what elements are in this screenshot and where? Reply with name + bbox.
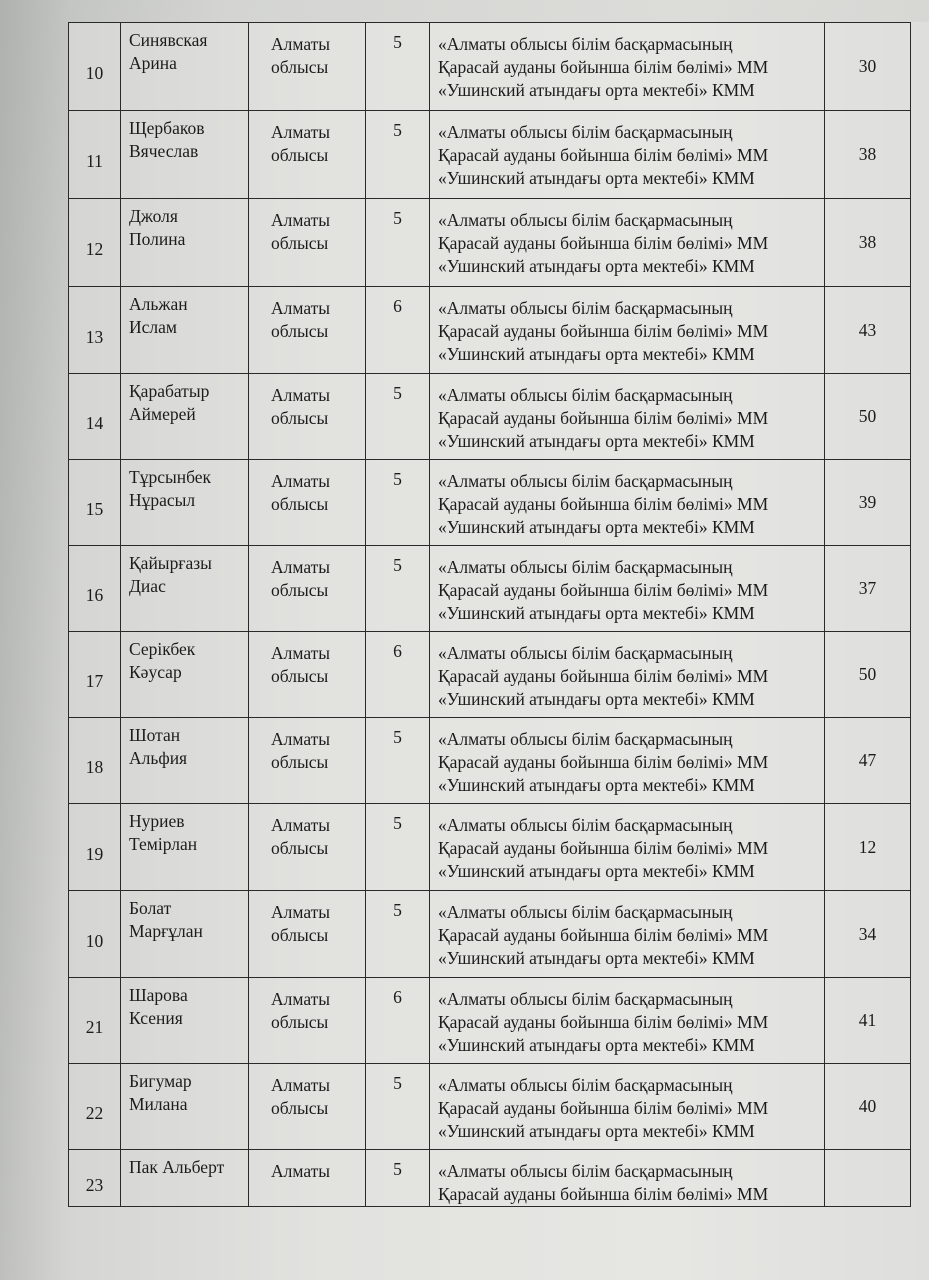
- region-line-1: Алматы: [271, 471, 331, 491]
- student-given-name: Вячеслав: [129, 141, 199, 161]
- school-line-1: «Алматы облысы білім басқармасының: [438, 902, 733, 922]
- school-cell: [430, 199, 825, 287]
- school-line-3: «Ушинский атындағы орта мектебі» КММ: [438, 344, 755, 364]
- score-cell: 43: [825, 287, 911, 374]
- region-line-2: облысы: [271, 145, 329, 165]
- participants-table: [68, 22, 911, 1207]
- school-line-2: Қарасай ауданы бойынша білім бөлімі» ММ: [438, 1012, 769, 1032]
- region-cell: [249, 1150, 366, 1207]
- student-given-name: Темірлан: [129, 834, 198, 854]
- school-cell: [430, 546, 825, 632]
- region-line-2: облысы: [271, 1098, 329, 1118]
- grade-cell: 5: [366, 891, 430, 978]
- student-name-cell: [121, 891, 249, 978]
- grade-cell: 5: [366, 111, 430, 199]
- region-cell: [249, 978, 366, 1064]
- school-cell: [430, 23, 825, 111]
- region-line-1: Алматы: [271, 1075, 331, 1095]
- score-cell: 41: [825, 978, 911, 1064]
- school-line-2: Қарасай ауданы бойынша білім бөлімі» ММ: [438, 233, 769, 253]
- grade-cell: 5: [366, 1150, 430, 1207]
- region-line-2: облысы: [271, 233, 329, 253]
- student-name-cell: [121, 632, 249, 718]
- row-number: 17: [69, 632, 121, 718]
- grade-cell: 5: [366, 804, 430, 891]
- school-line-2: Қарасай ауданы бойынша білім бөлімі» ММ: [438, 1098, 769, 1118]
- region-line-2: облысы: [271, 408, 329, 428]
- student-surname: Альжан: [129, 294, 188, 314]
- student-name-cell: [121, 374, 249, 460]
- region-line-2: облысы: [271, 666, 329, 686]
- region-cell: [249, 287, 366, 374]
- table-row: [69, 460, 911, 546]
- school-line-3: «Ушинский атындағы орта мектебі» КММ: [438, 689, 755, 709]
- student-name-cell: [121, 287, 249, 374]
- student-given-name: Марғұлан: [129, 921, 203, 941]
- school-line-1: «Алматы облысы білім басқармасының: [438, 34, 733, 54]
- row-number: 13: [69, 287, 121, 374]
- student-surname: Тұрсынбек: [129, 467, 212, 487]
- school-cell: [430, 891, 825, 978]
- school-line-2: Қарасай ауданы бойынша білім бөлімі» ММ: [438, 1184, 769, 1204]
- table-row: [69, 1150, 911, 1207]
- region-cell: [249, 1064, 366, 1150]
- school-line-2: Қарасай ауданы бойынша білім бөлімі» ММ: [438, 145, 769, 165]
- student-given-name: Альфия: [129, 748, 188, 768]
- school-line-3: «Ушинский атындағы орта мектебі» КММ: [438, 948, 755, 968]
- table-row: [69, 718, 911, 804]
- student-name-cell: [121, 978, 249, 1064]
- student-name-cell: [121, 718, 249, 804]
- region-line-2: облысы: [271, 57, 329, 77]
- region-cell: [249, 460, 366, 546]
- grade-cell: 5: [366, 23, 430, 111]
- region-line-1: Алматы: [271, 298, 331, 318]
- region-line-2: облысы: [271, 838, 329, 858]
- school-line-2: Қарасай ауданы бойынша білім бөлімі» ММ: [438, 666, 769, 686]
- school-cell: [430, 718, 825, 804]
- table-body: [69, 23, 911, 1207]
- school-line-3: «Ушинский атындағы орта мектебі» КММ: [438, 775, 755, 795]
- school-cell: [430, 460, 825, 546]
- row-number: 15: [69, 460, 121, 546]
- region-line-1: Алматы: [271, 643, 331, 663]
- region-line-1: Алматы: [271, 122, 331, 142]
- region-cell: [249, 718, 366, 804]
- school-line-2: Қарасай ауданы бойынша білім бөлімі» ММ: [438, 838, 769, 858]
- student-name-cell: [121, 199, 249, 287]
- region-line-1: Алматы: [271, 1161, 331, 1181]
- student-surname: Синявская: [129, 30, 208, 50]
- school-line-2: Қарасай ауданы бойынша білім бөлімі» ММ: [438, 580, 769, 600]
- region-line-2: облысы: [271, 752, 329, 772]
- table-row: [69, 546, 911, 632]
- student-surname: Қарабатыр: [129, 381, 210, 401]
- student-given-name: Кәусар: [129, 662, 182, 682]
- region-cell: [249, 199, 366, 287]
- school-cell: [430, 804, 825, 891]
- school-line-2: Қарасай ауданы бойынша білім бөлімі» ММ: [438, 925, 769, 945]
- student-surname: Шотан: [129, 725, 181, 745]
- table-row: [69, 891, 911, 978]
- score-cell: 50: [825, 374, 911, 460]
- row-number: 10: [69, 891, 121, 978]
- score-cell: 12: [825, 804, 911, 891]
- grade-cell: 5: [366, 1064, 430, 1150]
- region-line-1: Алматы: [271, 815, 331, 835]
- grade-cell: 5: [366, 374, 430, 460]
- grade-cell: 6: [366, 978, 430, 1064]
- grade-cell: 5: [366, 199, 430, 287]
- table-row: [69, 804, 911, 891]
- region-line-1: Алматы: [271, 34, 331, 54]
- region-cell: [249, 23, 366, 111]
- row-number: 16: [69, 546, 121, 632]
- school-line-1: «Алматы облысы білім басқармасының: [438, 1161, 733, 1181]
- school-line-2: Қарасай ауданы бойынша білім бөлімі» ММ: [438, 408, 769, 428]
- student-name-cell: [121, 1150, 249, 1207]
- student-surname: Щербаков: [129, 118, 205, 138]
- region-line-2: облысы: [271, 494, 329, 514]
- region-line-1: Алматы: [271, 902, 331, 922]
- score-cell: 37: [825, 546, 911, 632]
- school-line-1: «Алматы облысы білім басқармасының: [438, 122, 733, 142]
- student-surname: Джоля: [129, 206, 178, 226]
- school-line-1: «Алматы облысы білім басқармасының: [438, 385, 733, 405]
- table-row: [69, 111, 911, 199]
- school-line-3: «Ушинский атындағы орта мектебі» КММ: [438, 861, 755, 881]
- student-surname: Нуриев: [129, 811, 185, 831]
- region-line-2: облысы: [271, 321, 329, 341]
- region-cell: [249, 546, 366, 632]
- school-line-3: «Ушинский атындағы орта мектебі» КММ: [438, 1121, 755, 1141]
- score-cell: 39: [825, 460, 911, 546]
- student-given-name: Арина: [129, 53, 177, 73]
- table-row: [69, 632, 911, 718]
- student-given-name: Милана: [129, 1094, 188, 1114]
- student-given-name: Ксения: [129, 1008, 183, 1028]
- school-cell: [430, 1150, 825, 1207]
- school-line-2: Қарасай ауданы бойынша білім бөлімі» ММ: [438, 752, 769, 772]
- row-number: 23: [69, 1150, 121, 1207]
- student-given-name: Полина: [129, 229, 186, 249]
- school-line-1: «Алматы облысы білім басқармасының: [438, 815, 733, 835]
- region-line-2: облысы: [271, 925, 329, 945]
- region-cell: [249, 632, 366, 718]
- school-line-3: «Ушинский атындағы орта мектебі» КММ: [438, 256, 755, 276]
- school-line-1: «Алматы облысы білім басқармасының: [438, 989, 733, 1009]
- score-cell: 30: [825, 23, 911, 111]
- student-surname: Шарова: [129, 985, 188, 1005]
- student-surname: Пак Альберт: [129, 1157, 225, 1177]
- page-shadow: [0, 0, 70, 1280]
- student-name-cell: [121, 23, 249, 111]
- table-row: [69, 374, 911, 460]
- score-cell: 40: [825, 1064, 911, 1150]
- table-row: [69, 23, 911, 111]
- school-line-2: Қарасай ауданы бойынша білім бөлімі» ММ: [438, 494, 769, 514]
- school-line-3: «Ушинский атындағы орта мектебі» КММ: [438, 168, 755, 188]
- school-line-3: «Ушинский атындағы орта мектебі» КММ: [438, 1035, 755, 1055]
- school-cell: [430, 374, 825, 460]
- student-name-cell: [121, 111, 249, 199]
- student-name-cell: [121, 460, 249, 546]
- row-number: 14: [69, 374, 121, 460]
- grade-cell: 6: [366, 287, 430, 374]
- grade-cell: 5: [366, 718, 430, 804]
- row-number: 12: [69, 199, 121, 287]
- score-cell: 38: [825, 111, 911, 199]
- student-given-name: Нұрасыл: [129, 490, 196, 510]
- school-cell: [430, 978, 825, 1064]
- school-cell: [430, 287, 825, 374]
- school-line-1: «Алматы облысы білім басқармасының: [438, 729, 733, 749]
- region-line-1: Алматы: [271, 385, 331, 405]
- row-number: 10: [69, 23, 121, 111]
- school-line-2: Қарасай ауданы бойынша білім бөлімі» ММ: [438, 321, 769, 341]
- student-surname: Бигумар: [129, 1071, 192, 1091]
- school-cell: [430, 111, 825, 199]
- school-line-1: «Алматы облысы білім басқармасының: [438, 471, 733, 491]
- school-line-1: «Алматы облысы білім басқармасының: [438, 210, 733, 230]
- score-cell: [825, 1150, 911, 1207]
- table-row: [69, 287, 911, 374]
- school-line-1: «Алматы облысы білім басқармасының: [438, 298, 733, 318]
- student-name-cell: [121, 546, 249, 632]
- table-row: [69, 978, 911, 1064]
- region-line-2: облысы: [271, 580, 329, 600]
- school-cell: [430, 632, 825, 718]
- row-number: 11: [69, 111, 121, 199]
- student-surname: Қайырғазы: [129, 553, 212, 573]
- score-cell: 47: [825, 718, 911, 804]
- school-line-1: «Алматы облысы білім басқармасының: [438, 557, 733, 577]
- region-line-1: Алматы: [271, 989, 331, 1009]
- score-cell: 38: [825, 199, 911, 287]
- region-cell: [249, 374, 366, 460]
- school-line-3: «Ушинский атындағы орта мектебі» КММ: [438, 603, 755, 623]
- grade-cell: 6: [366, 632, 430, 718]
- row-number: 19: [69, 804, 121, 891]
- score-cell: 34: [825, 891, 911, 978]
- region-line-1: Алматы: [271, 729, 331, 749]
- student-surname: Болат: [129, 898, 172, 918]
- school-line-3: «Ушинский атындағы орта мектебі» КММ: [438, 517, 755, 537]
- student-given-name: Ислам: [129, 317, 177, 337]
- region-cell: [249, 111, 366, 199]
- region-line-1: Алматы: [271, 210, 331, 230]
- student-given-name: Аймерей: [129, 404, 196, 424]
- school-cell: [430, 1064, 825, 1150]
- region-cell: [249, 891, 366, 978]
- school-line-2: Қарасай ауданы бойынша білім бөлімі» ММ: [438, 57, 769, 77]
- student-name-cell: [121, 804, 249, 891]
- grade-cell: 5: [366, 460, 430, 546]
- row-number: 18: [69, 718, 121, 804]
- school-line-1: «Алматы облысы білім басқармасының: [438, 643, 733, 663]
- row-number: 21: [69, 978, 121, 1064]
- score-cell: 50: [825, 632, 911, 718]
- table-row: [69, 199, 911, 287]
- student-surname: Серікбек: [129, 639, 196, 659]
- student-given-name: Диас: [129, 576, 166, 596]
- region-cell: [249, 804, 366, 891]
- student-name-cell: [121, 1064, 249, 1150]
- row-number: 22: [69, 1064, 121, 1150]
- table-row: [69, 1064, 911, 1150]
- grade-cell: 5: [366, 546, 430, 632]
- region-line-1: Алматы: [271, 557, 331, 577]
- school-line-3: «Ушинский атындағы орта мектебі» КММ: [438, 431, 755, 451]
- region-line-2: облысы: [271, 1012, 329, 1032]
- school-line-3: «Ушинский атындағы орта мектебі» КММ: [438, 80, 755, 100]
- school-line-1: «Алматы облысы білім басқармасының: [438, 1075, 733, 1095]
